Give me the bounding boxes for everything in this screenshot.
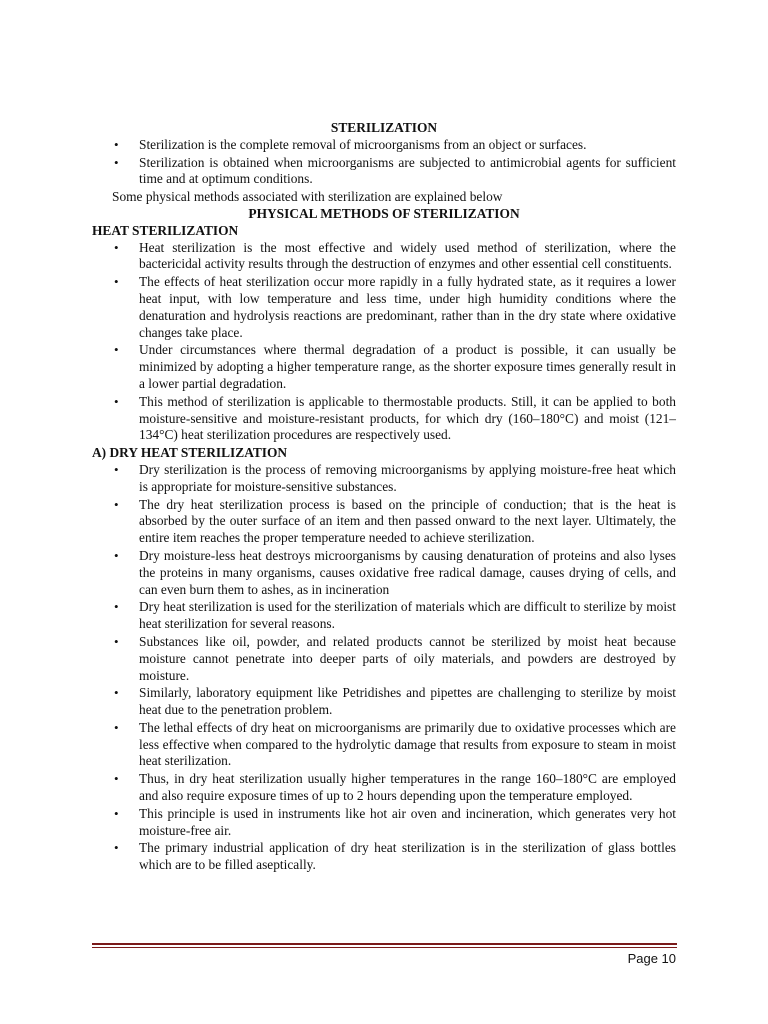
list-item-text: Sterilization is obtained when microorganisms are subjected to antimicrobial agents for sufficient time and at optimum conditions. — [139, 154, 676, 187]
list-item — [92, 274, 676, 341]
bullet-icon: • — [114, 393, 119, 409]
intro-text: Some physical methods associated with sterilization are explained below — [112, 189, 503, 205]
list-item — [92, 599, 676, 633]
section-subtitle: PHYSICAL METHODS OF STERILIZATION — [248, 205, 520, 221]
bullet-icon: • — [114, 239, 119, 255]
bullet-icon: • — [114, 461, 119, 477]
bullet-icon: • — [114, 547, 119, 563]
list-item — [92, 685, 676, 719]
bullet-icon: • — [114, 805, 119, 821]
list-item — [92, 394, 676, 444]
list-item-text: Similarly, laboratory equipment like Petridishes and pipettes are challenging to sterilize by moist heat due to the penetration problem. — [139, 685, 676, 718]
bullet-icon: • — [114, 342, 119, 358]
list-item — [92, 342, 676, 392]
list-item-text: Substances like oil, powder, and related products cannot be sterilized by moist heat because moisture cannot penetrate into deeper parts of oily materials, and powders are destroyed by moisture. — [139, 633, 676, 683]
dry-heat-heading: A) DRY HEAT STERILIZATION — [92, 445, 288, 461]
page-content — [92, 120, 676, 875]
list-item-text: Dry sterilization is the process of removing microorganisms by applying moisture-free heat which is appropriate for moisture-sensitive substances. — [139, 461, 676, 494]
bullet-icon: • — [114, 633, 119, 649]
bullet-icon: • — [114, 496, 119, 512]
list-item — [92, 840, 676, 874]
bullet-icon: • — [114, 136, 119, 152]
list-item — [92, 155, 676, 189]
list-item-text: Sterilization is the complete removal of microorganisms from an object or surfaces. — [139, 136, 587, 152]
page-title: STERILIZATION — [330, 120, 438, 135]
list-item-text: This principle is used in instruments like hot air oven and incineration, which generates very hot moisture-free air. — [139, 805, 676, 838]
dry-heat-bullet-list — [92, 462, 676, 874]
list-item-text: The effects of heat sterilization occur more rapidly in a fully hydrated state, as it requires a lower heat input, with low temperature and less time, under high humidity conditions where the denaturation and hydrolysis reactions are predominant, rather than in the dry state where oxidative changes take place. — [139, 274, 676, 340]
list-item — [92, 720, 676, 770]
list-item — [92, 137, 676, 154]
footer-rule-thick — [92, 943, 677, 945]
intro-bullet-list — [92, 137, 676, 188]
list-item — [92, 771, 676, 805]
list-item — [92, 806, 676, 840]
list-item — [92, 634, 676, 684]
list-item-text: Dry heat sterilization is used for the sterilization of materials which are difficult to sterilize by moist heat sterilization for several reasons. — [139, 599, 676, 632]
bullet-icon: • — [114, 771, 119, 787]
list-item-text: Dry moisture-less heat destroys microorganisms by causing denaturation of proteins and also lyses the proteins in many organisms, causes oxidative free radical damage, causes drying of cells, and can even burn them to ashes, as in incineration — [139, 547, 676, 597]
bullet-icon: • — [114, 599, 119, 615]
bullet-icon: • — [114, 154, 119, 170]
heat-bullet-list — [92, 240, 676, 445]
bullet-icon: • — [114, 274, 119, 290]
list-item-text: The primary industrial application of dry heat sterilization is in the sterilization of glass bottles which are to be filled aseptically. — [139, 840, 676, 873]
list-item-text: Thus, in dry heat sterilization usually higher temperatures in the range 160–180°C are employed and also require exposure times of up to 2 hours depending upon the temperature employed. — [139, 771, 676, 804]
list-item-text: The dry heat sterilization process is based on the principle of conduction; that is the heat is absorbed by the outer surface of an item and then passed onward to the next layer. Ultimately, the entire item reaches the proper temperature needed to achieve sterilization. — [139, 496, 676, 546]
bullet-icon: • — [114, 719, 119, 735]
list-item-text: Under circumstances where thermal degradation of a product is possible, it can usually be minimized by adopting a higher temperature range, as the shorter exposure times generally result in a lower partial degradation. — [139, 342, 676, 391]
heat-sterilization-heading: HEAT STERILIZATION — [92, 222, 239, 238]
list-item-text: This method of sterilization is applicable to thermostable products. Still, it can be applied to both moisture-sensitive and moisture-resistant products, for which dry (160–180°C) and moist (121–134°C) heat sterilization procedures are respectively used. — [139, 393, 676, 443]
list-item-text: The lethal effects of dry heat on microorganisms are primarily due to oxidative processes which are less effective when compared to the hydrolytic damage that results from exposure to steam in moist heat sterilization. — [139, 719, 676, 769]
bullet-icon: • — [114, 685, 119, 701]
list-item — [92, 240, 676, 274]
bullet-icon: • — [114, 840, 119, 856]
list-item — [92, 462, 676, 496]
footer-rule-thin — [92, 947, 677, 948]
list-item — [92, 548, 676, 598]
page-number: Page 10 — [627, 951, 676, 966]
list-item — [92, 497, 676, 547]
list-item-text: Heat sterilization is the most effective and widely used method of sterilization, where the bactericidal activity results through the destruction of enzymes and other essential cell constituents. — [139, 239, 676, 272]
